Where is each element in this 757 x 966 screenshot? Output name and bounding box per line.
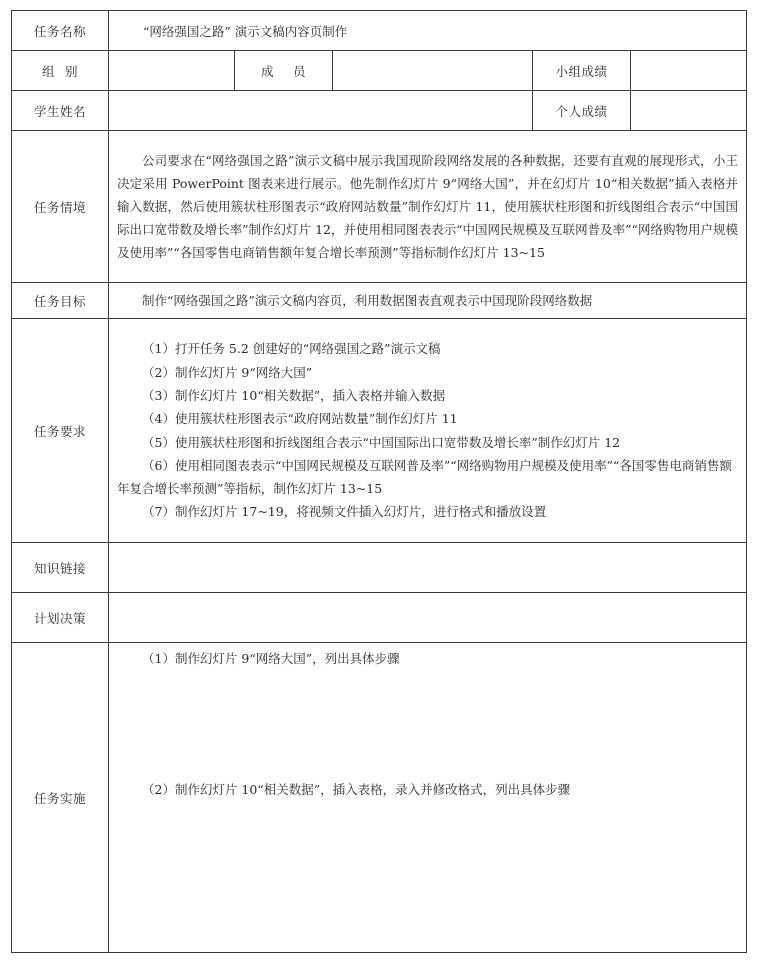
implementation-step: （1）制作幻灯片 9“网络大国”，列出具体步骤 [142,651,400,666]
knowledge-label: 知识链接 [12,543,109,593]
student-row [12,91,747,131]
goal-label: 任务目标 [12,283,109,319]
requirement-item: （6）使用相同图表表示“中国网民规模及互联网普及率”“网络购物用户规模及使用率”“各国零售电商销售额年复合增长率预测”等指标，制作幻灯片 13~15 [117,457,732,497]
group-value-cell[interactable] [109,51,235,91]
implementation-step: （2）制作幻灯片 10“相关数据”，插入表格，录入并修改格式，列出具体步骤 [142,782,571,797]
scenario-row [12,131,747,283]
task-name-row [12,11,747,51]
requirement-item: （4）使用簇状柱形图表示“政府网站数量”制作幻灯片 11 [142,411,458,427]
group-row [12,51,747,91]
group-label: 组 别 [12,51,109,91]
plan-cell[interactable] [109,593,747,643]
group-score-label: 小组成绩 [533,51,631,91]
implementation-label: 任务实施 [12,643,109,953]
implementation-cell[interactable] [109,643,747,953]
requirement-item: （1）打开任务 5.2 创建好的“网络强国之路”演示文稿 [142,341,441,357]
student-name-label: 学生姓名 [12,91,109,131]
plan-label: 计划决策 [12,593,109,643]
members-label: 成 员 [235,51,333,91]
requirements-list [109,319,747,543]
task-name-label: 任务名称 [12,11,109,51]
requirement-item: （2）制作幻灯片 9“网络大国” [142,364,313,380]
goal-text: 制作“网络强国之路”演示文稿内容页，利用数据图表直观表示中国现阶段网络数据 [109,283,747,319]
student-name-cell[interactable] [109,91,533,131]
requirements-row [12,319,747,543]
members-value-cell[interactable] [333,51,533,91]
task-sheet-table [11,10,747,953]
knowledge-row [12,543,747,593]
goal-row [12,283,747,319]
group-score-cell[interactable] [631,51,747,91]
knowledge-cell[interactable] [109,543,747,593]
requirement-item: （7）制作幻灯片 17~19，将视频文件插入幻灯片，进行格式和播放设置 [142,504,547,520]
plan-row [12,593,747,643]
requirements-label: 任务要求 [12,319,109,543]
implementation-row [12,643,747,953]
requirement-item: （3）制作幻灯片 10“相关数据”，插入表格并输入数据 [142,387,446,403]
scenario-label: 任务情境 [12,131,109,283]
requirement-item: （5）使用簇状柱形图和折线图组合表示“中国国际出口宽带数及增长率”制作幻灯片 12 [142,434,621,450]
personal-score-label: 个人成绩 [533,91,631,131]
task-name-value: “网络强国之路” 演示文稿内容页制作 [109,11,747,51]
scenario-text: 公司要求在“网络强国之路”演示文稿中展示我国现阶段网络发展的各种数据，还要有直观的展现形式，小王决定采用 PowerPoint 图表来进行展示。他先制作幻灯片 9“网络大国”，并在幻灯片 10“相关数据”插入表格并输入数据，然后使用簇状柱形图表示“政府网站数量”制作幻灯片 11，使用簇状柱形图和折线图组合表示“中国国际出口宽带数及增长率”制作幻灯片 12，并使用相同图表表示“中国网民规模及互联网普及率”“网络购物用户规模及使用率”“各国零售电商销售额年复合增长率预测”等指标制作幻灯片 13~15 [109,131,747,283]
personal-score-cell[interactable] [631,91,747,131]
